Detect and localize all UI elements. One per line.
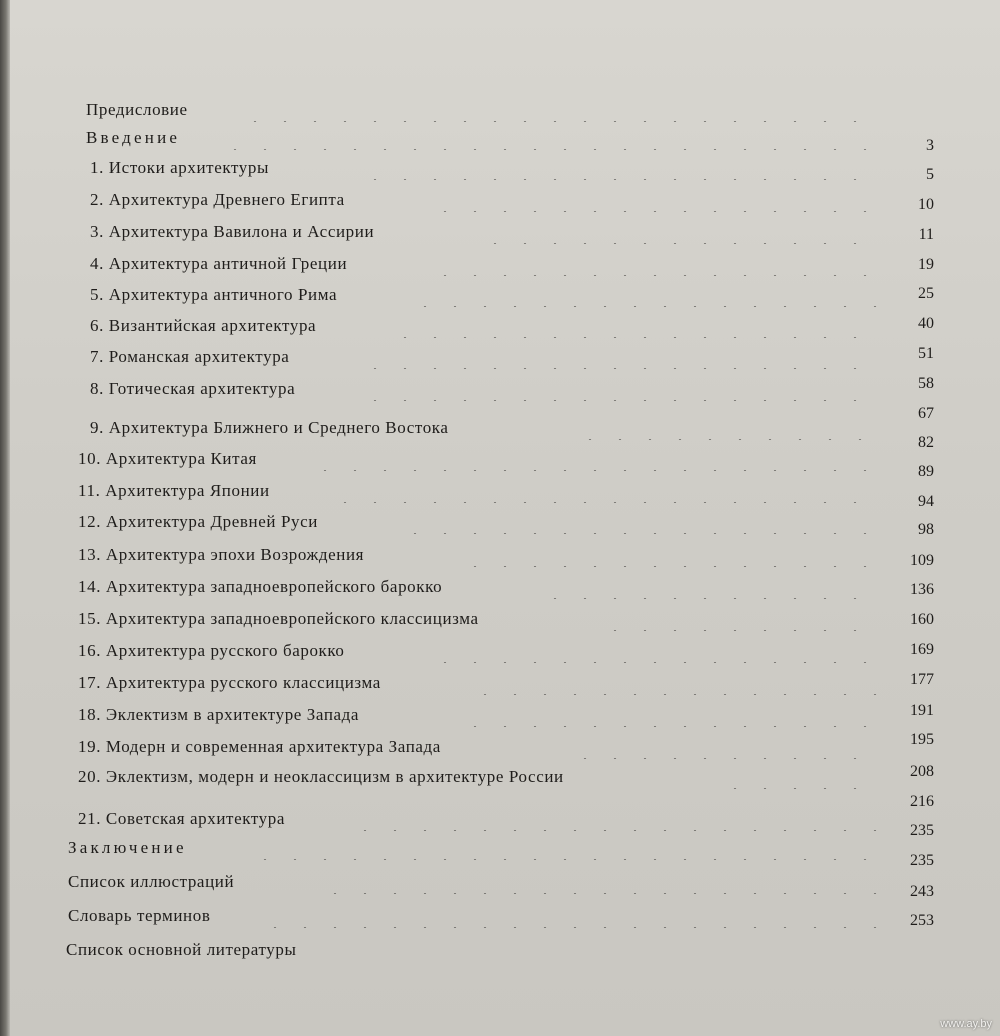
toc-leader-dots — [600, 609, 880, 631]
toc-leader-dots — [430, 254, 880, 276]
toc-leader-dots — [570, 737, 880, 759]
toc-entry-page: 243 — [910, 883, 934, 900]
toc-leader-dots — [360, 158, 880, 180]
toc-entry-page: 253 — [910, 912, 934, 929]
toc-entry-title: Словарь терминов — [68, 906, 211, 925]
toc-entry-title: 9. Архитектура Ближнего и Среднего Востока — [90, 418, 449, 437]
toc-entry-page: 94 — [918, 493, 934, 510]
toc-entry-title: 5. Архитектура античного Рима — [90, 285, 338, 304]
toc-entry-title: 17. Архитектура русского классицизма — [78, 673, 381, 692]
toc-leader-dots — [470, 673, 880, 695]
toc-entry-page: 169 — [910, 641, 934, 658]
toc-entry-page: 208 — [910, 763, 934, 780]
toc-entry-page: 67 — [918, 405, 934, 422]
toc-leader-dots — [360, 379, 880, 401]
toc-entry-page: 191 — [910, 702, 934, 719]
toc-entry-title: 20. Эклектизм, модерн и неоклассицизм в архитектуре России — [78, 767, 564, 786]
toc-leader-dots — [460, 705, 880, 727]
toc-entry-title: 18. Эклектизм в архитектуре Запада — [78, 705, 360, 724]
toc-entry-title: 4. Архитектура античной Греции — [90, 254, 348, 273]
toc-entry-title: 8. Готическая архитектура — [90, 379, 296, 398]
toc-entry-page: 89 — [918, 463, 934, 480]
toc-entry-page: 195 — [910, 731, 934, 748]
toc-leader-dots — [540, 577, 880, 599]
toc-leader-dots — [480, 222, 880, 244]
toc-leader-dots — [390, 316, 880, 338]
toc-entry-title: 7. Романская архитектура — [90, 347, 290, 366]
toc-entry-page: 109 — [910, 552, 934, 569]
toc-entry-page: 25 — [918, 285, 934, 302]
toc-leader-dots — [720, 767, 880, 789]
toc-entry-title: 16. Архитектура русского барокко — [78, 641, 345, 660]
toc-leader-dots — [400, 512, 880, 534]
toc-entry-title: 19. Модерн и современная архитектура Запада — [78, 737, 441, 756]
toc-leader-dots — [410, 285, 880, 307]
toc-entry-page: 82 — [918, 434, 934, 451]
toc-entry-title: 1. Истоки архитектуры — [90, 158, 270, 177]
page-binding-edge — [0, 0, 10, 1036]
toc-entry-page: 177 — [910, 671, 934, 688]
toc-leader-dots — [430, 641, 880, 663]
toc-leader-dots — [240, 100, 880, 122]
toc-entry-title: 12. Архитектура Древней Руси — [78, 512, 318, 531]
toc-entry-title: 2. Архитектура Древнего Египта — [90, 190, 345, 209]
toc-entry-page: 235 — [910, 822, 934, 839]
toc-entry-page: 3 — [926, 137, 934, 154]
toc-entry-title: 11. Архитектура Японии — [78, 481, 270, 500]
toc-entry-page: 160 — [910, 611, 934, 628]
toc-entry-title: Список иллюстраций — [68, 872, 235, 891]
toc-entry-title: Предисловие — [86, 100, 188, 119]
toc-entry-title: 15. Архитектура западноевропейского классицизма — [78, 609, 479, 628]
toc-entry-page: 235 — [910, 852, 934, 869]
toc-entry-page: 11 — [918, 226, 934, 243]
toc-entry-page: 58 — [918, 375, 934, 392]
toc-entry-page: 40 — [918, 315, 934, 332]
toc-entry-title: 6. Византийская архитектура — [90, 316, 317, 335]
toc-leader-dots — [250, 838, 880, 860]
toc-leader-dots — [360, 347, 880, 369]
toc-entry-page: 51 — [918, 345, 934, 362]
watermark: www.ay.by — [940, 1018, 992, 1030]
toc-leader-dots — [330, 481, 880, 503]
toc-entry-title: 21. Советская архитектура — [78, 809, 286, 828]
toc-entry-title: Заключение — [68, 838, 187, 857]
toc-entry-page: 216 — [910, 793, 934, 810]
toc-leader-dots — [350, 809, 880, 831]
toc-leader-dots — [575, 418, 880, 440]
toc-entry-page: 10 — [918, 196, 934, 213]
toc-entry-title: 10. Архитектура Китая — [78, 449, 257, 468]
toc-entry-page: 19 — [918, 256, 934, 273]
toc-leader-dots — [460, 545, 880, 567]
toc-entry-page: 136 — [910, 581, 934, 598]
toc-leader-dots — [260, 906, 880, 928]
toc-entry-title: 3. Архитектура Вавилона и Ассирии — [90, 222, 375, 241]
toc-entry-title: Список основной литературы — [66, 940, 297, 959]
toc-leader-dots — [320, 872, 880, 894]
toc-entry-title: 13. Архитектура эпохи Возрождения — [78, 545, 365, 564]
toc-leader-dots — [310, 449, 880, 471]
toc-leader-dots — [430, 190, 880, 212]
toc-entry-page: 98 — [918, 521, 934, 538]
toc-leader-dots — [220, 128, 880, 150]
toc-entry-title: 14. Архитектура западноевропейского барокко — [78, 577, 443, 596]
toc-entry-title: Введение — [86, 128, 181, 147]
toc-entry-page: 5 — [926, 166, 934, 183]
